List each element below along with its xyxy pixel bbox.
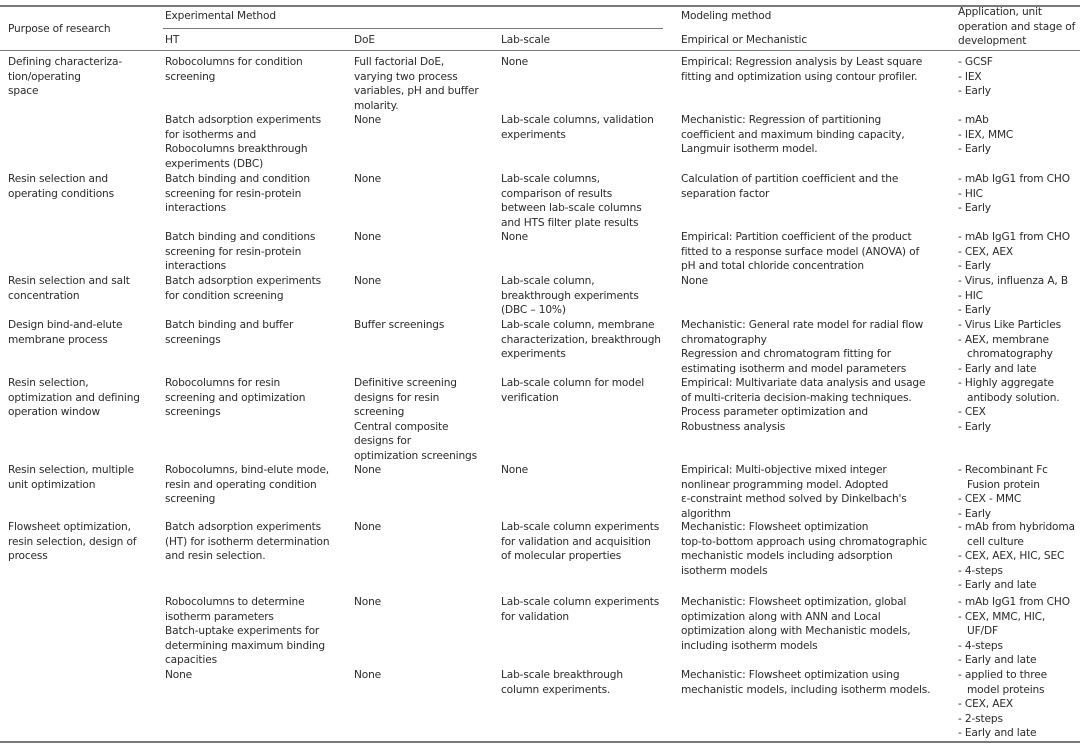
application-item: - Early [958,260,991,273]
table-cell-lab: None [501,464,529,476]
table-cell-application [958,668,1078,741]
table-cell-lab: Lab-scale column, breakthrough experiments (DBC – 10%) [501,275,639,317]
application-item: - Recombinant Fc Fusion protein [958,464,1048,491]
table-cell-doe: None [354,596,382,608]
table-cell-model: Empirical: Multi-objective mixed integer nonlinear programming model. Adopted ε-constraint method solved by Dinkelbach's algorithm [681,464,907,520]
application-item: - CEX, AEX [958,245,1013,258]
application-item: - Early [958,304,991,317]
table-cell-lab: Lab-scale column experiments for validation and acquisition of molecular properties [501,521,660,563]
header-lab-scale: Lab-scale [501,34,550,46]
table-cell-purpose: Resin selection and operating conditions [8,173,114,200]
application-item: - mAb [958,114,989,126]
table-cell-purpose: Flowsheet optimization, resin selection, design of process [8,521,137,563]
application-item: - Early [958,507,991,520]
application-item: - Early [958,85,991,98]
application-item: - 4-steps [958,564,1003,577]
table-cell-model: Calculation of partition coefficient and the separation factor [681,173,899,200]
header-purpose: Purpose of research [8,23,111,35]
table-cell-ht: Robocolumns for condition screening [165,56,303,83]
table-cell-ht: Robocolumns for resin screening and optimization screenings [165,377,306,419]
table-cell-ht: Robocolumns to determine isotherm parameters Batch-uptake experiments for determining maximum binding capacities [165,596,325,667]
application-item: - CEX, MMC, HIC, UF/DF [958,610,1046,638]
application-item: - Virus, influenza A, B [958,275,1068,287]
table-cell-application [958,376,1078,434]
table-cell-lab: Lab-scale column, membrane characterization, breakthrough experiments [501,319,661,361]
application-item: - Early and late [958,727,1037,740]
table-cell-doe: None [354,173,382,185]
table-cell-lab: Lab-scale columns, validation experiments [501,114,654,141]
table-cell-ht: Batch adsorption experiments for condition screening [165,275,321,302]
table-cell-model: Mechanistic: Flowsheet optimization, global optimization along with ANN and Local optimization along with Mechanistic models, including isotherm models [681,596,911,652]
header-experimental-method: Experimental Method [165,10,276,22]
table-cell-application [958,172,1078,216]
table-cell-doe: None [354,231,382,243]
application-item: - AEX, membrane chromatography [958,333,1053,361]
table-cell-doe: None [354,114,382,126]
table-cell-purpose: Resin selection and salt concentration [8,275,130,302]
application-item: - Highly aggregate antibody solution. [958,377,1060,404]
table-cell-doe: None [354,464,382,476]
table-cell-model: Empirical: Multivariate data analysis and usage of multi-criteria decision-making techniques. Process parameter optimization and Robustness analysis [681,377,926,433]
application-item: - CEX, AEX, HIC, SEC [958,550,1065,563]
application-item: - IEX [958,70,982,83]
application-item: - GCSF [958,56,993,68]
table-cell-application [958,318,1078,376]
application-item: - Early [958,143,991,156]
application-item: - CEX [958,406,986,419]
table-cell-ht: Batch binding and conditions screening for resin-protein interactions [165,231,316,273]
application-item: - Early and late [958,362,1037,375]
table-cell-application [958,230,1078,274]
table-cell-doe: None [354,521,382,533]
table-cell-doe: None [354,669,382,681]
table-cell-ht: Batch adsorption experiments (HT) for isotherm determination and resin selection. [165,521,330,563]
application-item: - mAb IgG1 from CHO [958,231,1070,243]
table-cell-ht: Batch binding and buffer screenings [165,319,294,346]
table-cell-model: Mechanistic: General rate model for radial flow chromatography Regression and chromatogram fitting for estimating isotherm and model parameters [681,319,924,375]
table-cell-application [958,274,1078,318]
application-item: - Virus Like Particles [958,319,1061,331]
table-cell-ht: None [165,669,193,681]
application-item: - applied to three model proteins [958,669,1047,696]
application-item: - 2-steps [958,712,1003,725]
application-item: - CEX, AEX [958,698,1013,711]
table-cell-lab: None [501,56,529,68]
table-cell-lab: Lab-scale column for model verification [501,377,644,404]
table-cell-application [958,520,1078,593]
table-cell-model: Mechanistic: Regression of partitioning coefficient and maximum binding capacity, Langmuir isotherm model. [681,114,905,156]
table-cell-ht: Batch adsorption experiments for isotherms and Robocolumns breakthrough experiments (DBC) [165,114,321,170]
application-item: - mAb IgG1 from CHO [958,173,1070,185]
table-cell-application [958,55,1078,99]
table-cell-lab: None [501,231,529,243]
application-item: - 4-steps [958,639,1003,652]
table-cell-lab: Lab-scale column experiments for validation [501,596,660,623]
table-cell-model: Empirical: Regression analysis by Least square fitting and optimization using contour profiler. [681,56,923,83]
table-cell-lab: Lab-scale columns, comparison of results between lab-scale columns and HTS filter plate results [501,173,642,229]
application-item: - IEX, MMC [958,128,1014,141]
experimental-method-subrule [163,28,663,29]
bottom-rule [0,741,1080,743]
header-empirical-or-mechanistic: Empirical or Mechanistic [681,34,807,46]
table-cell-purpose: Resin selection, multiple unit optimization [8,464,134,491]
table-cell-model: Mechanistic: Flowsheet optimization top-to-bottom approach using chromatographic mechanistic models including adsorption isotherm models [681,521,928,577]
table-cell-doe: Full factorial DoE, varying two process variables, pH and buffer molarity. [354,56,479,112]
table-cell-model: Empirical: Partition coefficient of the product fitted to a response surface model (ANOVA) of pH and total chloride concentration [681,231,920,273]
table-cell-purpose: Design bind-and-elute membrane process [8,319,123,346]
application-item: - Early [958,202,991,215]
application-item: - mAb IgG1 from CHO [958,596,1070,608]
table-cell-doe: None [354,275,382,287]
header-modeling-method: Modeling method [681,10,772,22]
table-cell-ht: Robocolumns, bind-elute mode, resin and operating condition screening [165,464,330,506]
header-ht: HT [165,34,180,46]
table-cell-model: Mechanistic: Flowsheet optimization using mechanistic models, including isotherm models. [681,669,931,696]
table-cell-lab: Lab-scale breakthrough column experiments. [501,669,623,696]
table-cell-purpose: Resin selection, optimization and defining operation window [8,377,140,419]
application-item: - HIC [958,187,983,200]
top-rule [0,5,1080,7]
table-cell-purpose: Defining characteriza- tion/operating space [8,56,123,98]
header-application: Application, unit operation and stage of development [958,6,1076,48]
table-cell-ht: Batch binding and condition screening for resin-protein interactions [165,173,310,215]
table-cell-model: None [681,275,709,287]
table-cell-application [958,113,1078,157]
application-item: - CEX - MMC [958,493,1022,506]
application-item: - Early [958,420,991,433]
application-item: - HIC [958,289,983,302]
table-cell-doe: Definitive screening designs for resin screening Central composite designs for optimization screenings [354,377,477,462]
application-item: - Early and late [958,579,1037,592]
table-cell-application [958,595,1078,668]
table-cell-doe: Buffer screenings [354,319,445,331]
application-item: - mAb from hybridoma cell culture [958,521,1075,548]
application-item: - Early and late [958,654,1037,667]
table-cell-application [958,463,1078,521]
header-bottom-rule [0,50,1080,51]
header-doe: DoE [354,34,375,46]
